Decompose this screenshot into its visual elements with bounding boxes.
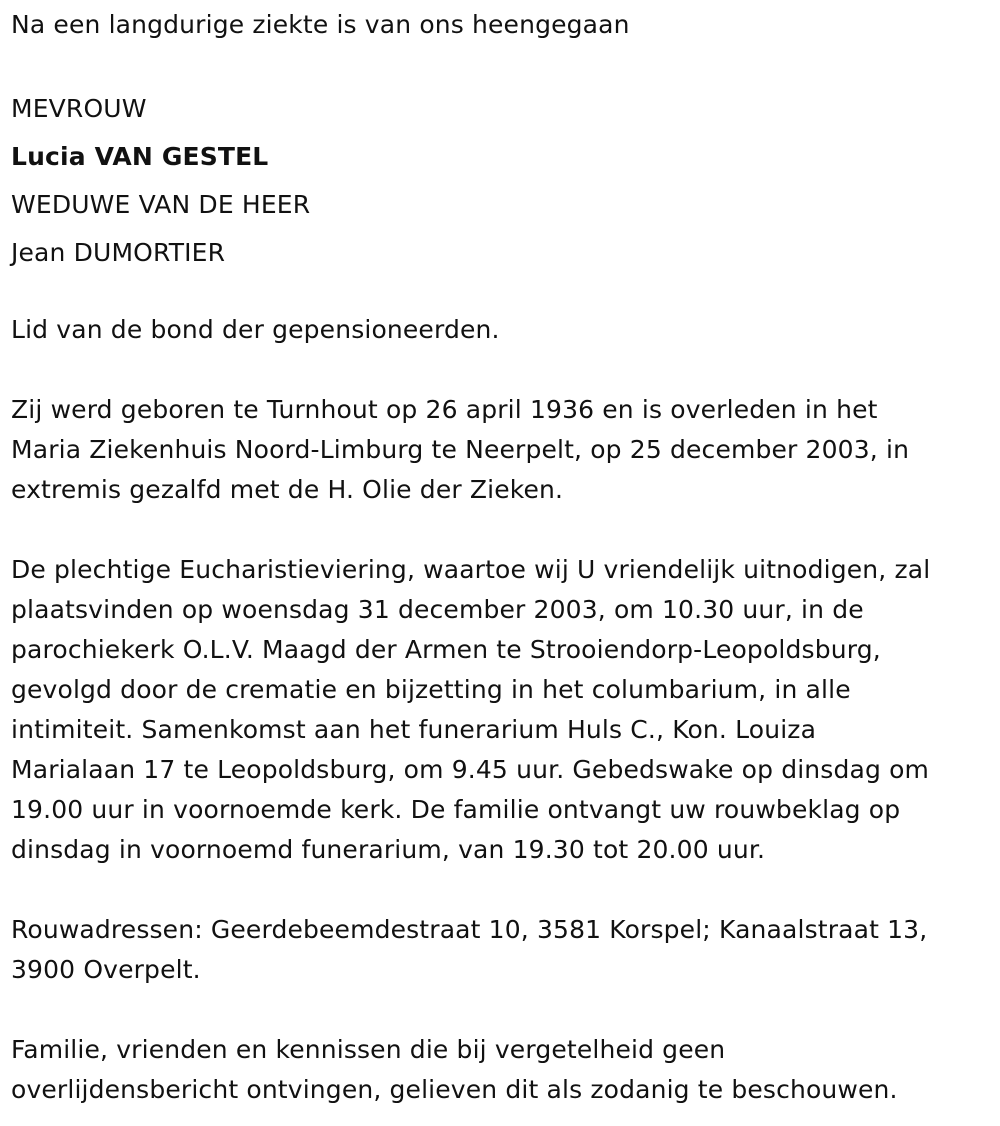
paragraph-line: overlijdensbericht ontvingen, gelieven dit als zodanig te beschouwen. [11,1075,898,1104]
paragraph-line: Marialaan 17 te Leopoldsburg, om 9.45 uur. Gebedswake op dinsdag om [11,755,930,784]
deceased-relation: WEDUWE VAN DE HEER [11,190,311,219]
paragraph-line: 19.00 uur in voornoemde kerk. De familie ontvangt uw rouwbeklag op [11,795,901,824]
paragraph-line: Familie, vrienden en kennissen die bij vergetelheid geen [11,1035,726,1064]
paragraph-line: Rouwadressen: Geerdebeemdestraat 10, 3581 Korspel; Kanaalstraat 13, [11,915,928,944]
birth-death-paragraph [11,390,991,510]
paragraph-line: parochiekerk O.L.V. Maagd der Armen te Strooiendorp-Leopoldsburg, [11,635,881,664]
paragraph-line: De plechtige Eucharistieviering, waartoe wij U vriendelijk uitnodigen, zal [11,555,931,584]
paragraph-line: extremis gezalfd met de H. Olie der Zieken. [11,475,564,504]
intro-line: Na een langdurige ziekte is van ons heengegaan [11,10,630,39]
paragraph-line: intimiteit. Samenkomst aan het funerarium Huls C., Kon. Louiza [11,715,817,744]
ceremony-paragraph [11,550,991,870]
paragraph-line: Zij werd geboren te Turnhout op 26 april 1936 en is overleden in het [11,395,878,424]
spouse-name: Jean DUMORTIER [11,238,226,267]
deceased-name: Lucia VAN GESTEL [11,142,269,171]
deceased-title: MEVROUW [11,94,147,123]
paragraph-line: gevolgd door de crematie en bijzetting in het columbarium, in alle [11,675,851,704]
membership-line: Lid van de bond der gepensioneerden. [11,315,500,344]
deceased-block [11,85,991,277]
paragraph-line: plaatsvinden op woensdag 31 december 2003, om 10.30 uur, in de [11,595,864,624]
membership-paragraph [11,310,991,350]
obituary-text [11,5,991,1110]
addresses-paragraph [11,910,991,990]
paragraph-line: dinsdag in voornoemd funerarium, van 19.30 tot 20.00 uur. [11,835,766,864]
paragraph-line: 3900 Overpelt. [11,955,201,984]
closing-paragraph [11,1030,991,1110]
paragraph-line: Maria Ziekenhuis Noord-Limburg te Neerpelt, op 25 december 2003, in [11,435,910,464]
